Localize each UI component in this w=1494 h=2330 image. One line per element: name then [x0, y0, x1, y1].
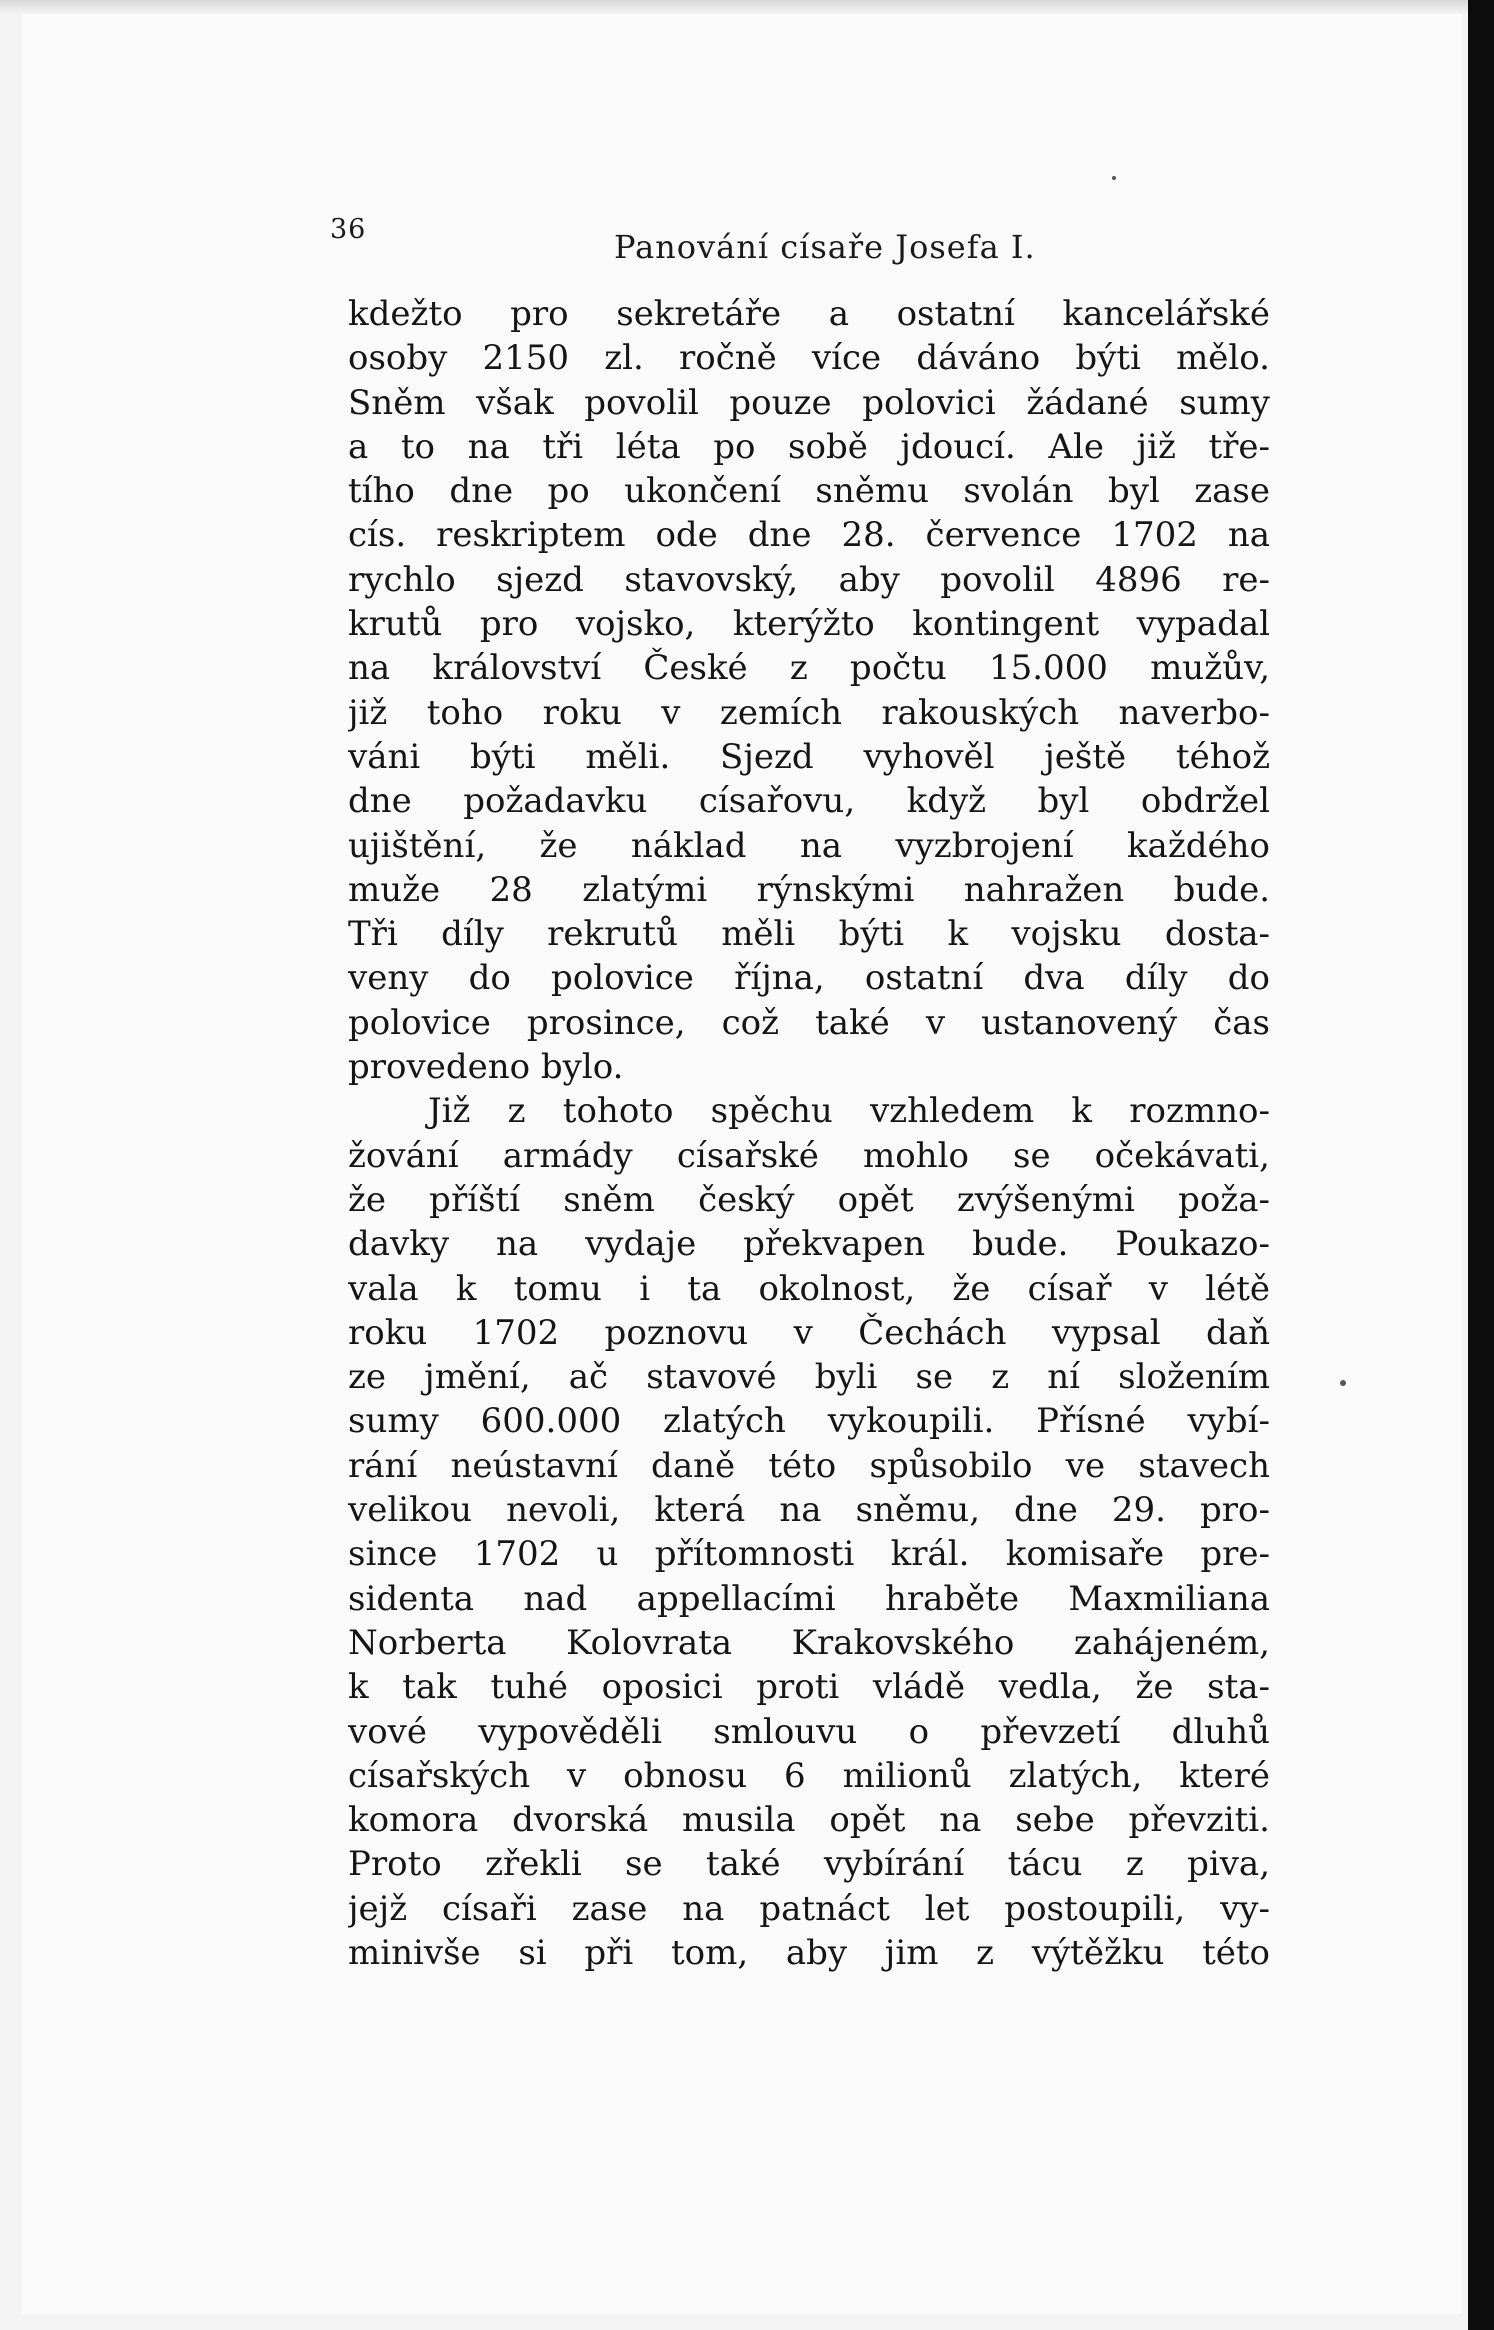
page-number: 36 [330, 214, 367, 245]
text-line: polovice prosince, což také v ustanovený čas [348, 1002, 1270, 1043]
paragraph-2 [348, 1089, 1270, 1975]
scan-top-edge [0, 0, 1494, 14]
text-line: dne požadavku císařovu, když byl obdržel [348, 781, 1270, 822]
text-line: že příští sněm český opět zvýšenými poža- [348, 1179, 1270, 1220]
text-line: Proto zřekli se také vybírání tácu z piva, [348, 1844, 1270, 1885]
text-line: krutů pro vojsko, kterýžto kontingent vypadal [348, 604, 1270, 645]
text-line: Norberta Kolovrata Krakovského zahájeném, [348, 1622, 1270, 1663]
text-line: provedeno bylo. [348, 1047, 624, 1088]
scan-speck [1340, 1380, 1346, 1386]
text-line: roku 1702 poznovu v Čechách vypsal daň [348, 1312, 1270, 1353]
text-line: již toho roku v zemích rakouských naverbo- [348, 692, 1270, 733]
text-line: cís. reskriptem ode dne 28. července 1702 na [348, 515, 1270, 556]
text-line: císařských v obnosu 6 milionů zlatých, které [348, 1755, 1270, 1796]
text-line: sumy 600.000 zlatých vykoupili. Přísné vybí- [348, 1401, 1270, 1442]
text-line: Již z tohoto spěchu vzhledem k rozmno- [428, 1091, 1270, 1132]
text-line: žování armády císařské mohlo se očekávati, [348, 1135, 1270, 1176]
text-line: vové vypověděli smlouvu o převzetí dluhů [348, 1711, 1270, 1752]
text-line: Sněm však povolil pouze polovici žádané sumy [348, 382, 1270, 423]
text-line: rání neústavní daně této spůsobilo ve stavech [348, 1445, 1270, 1486]
text-line: jejž císaři zase na patnáct let postoupili, vy- [348, 1888, 1270, 1929]
text-line: sidenta nad appellacími hraběte Maxmiliana [348, 1578, 1270, 1619]
text-line: muže 28 zlatými rýnskými nahražen bude. [348, 869, 1270, 910]
scan-dark-edge [1468, 0, 1494, 2330]
text-line: komora dvorská musila opět na sebe převziti. [348, 1800, 1270, 1841]
text-line: ze jmění, ač stavové byli se z ní složením [348, 1357, 1270, 1398]
text-line: a to na tři léta po sobě jdoucí. Ale již tře- [348, 426, 1270, 467]
text-line: davky na vydaje překvapen bude. Poukazo- [348, 1224, 1270, 1265]
paragraph-1 [348, 292, 1270, 1089]
text-line: osoby 2150 zl. ročně více dáváno býti mělo. [348, 338, 1270, 379]
text-line: velikou nevoli, která na sněmu, dne 29. pro- [348, 1490, 1270, 1531]
text-line: veny do polovice října, ostatní dva díly do [348, 958, 1270, 999]
text-line: Tři díly rekrutů měli býti k vojsku dosta- [348, 914, 1270, 955]
scan-speck [1112, 176, 1116, 180]
text-line: vala k tomu i ta okolnost, že císař v létě [348, 1268, 1270, 1309]
running-head: Panování císaře Josefa I. [614, 228, 1036, 266]
text-line: na království České z počtu 15.000 mužův, [348, 648, 1270, 689]
text-line: kdežto pro sekretáře a ostatní kancelářské [348, 294, 1270, 334]
text-line: minivše si při tom, aby jim z výtěžku této [348, 1932, 1270, 1973]
text-line: since 1702 u přítomnosti král. komisaře pre- [348, 1534, 1270, 1575]
text-line: rychlo sjezd stavovský, aby povolil 4896 re- [348, 559, 1270, 600]
text-line: tího dne po ukončení sněmu svolán byl zase [348, 471, 1270, 512]
text-line: ujištění, že náklad na vyzbrojení každého [348, 825, 1270, 866]
body-text [348, 292, 1270, 1975]
text-line: k tak tuhé oposici proti vládě vedla, že sta- [348, 1667, 1270, 1708]
text-line: váni býti měli. Sjezd vyhověl ještě téhož [348, 736, 1270, 777]
